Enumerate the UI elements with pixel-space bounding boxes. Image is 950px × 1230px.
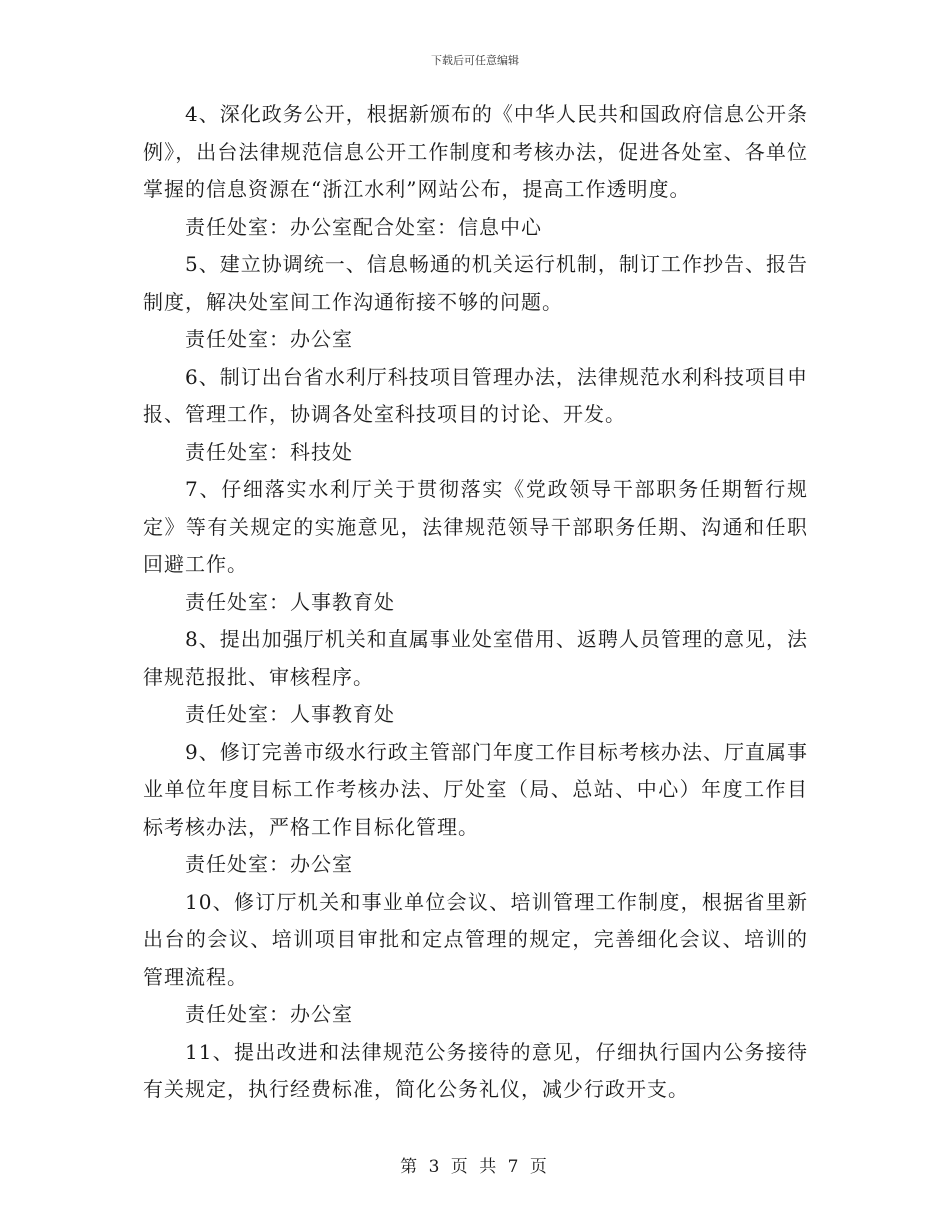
paragraph-item-5: 5、建立协调统一、信息畅通的机关运行机制，制订工作抄告、报告制度，解决处室间工作沟通衔接不够的问题。 <box>143 252 808 314</box>
paragraph-item-10: 10、修订厅机关和事业单位会议、培训管理工作制度，根据省里新出台的会议、培训项目审批和定点管理的规定，完善细化会议、培训的管理流程。 <box>143 889 808 989</box>
document-body <box>143 96 808 1109</box>
paragraph-item-6: 6、制订出台省水利厅科技项目管理办法，法律规范水利科技项目申报、管理工作，协调各处室科技项目的讨论、开发。 <box>143 364 808 426</box>
paragraph-item-9: 9、修订完善市级水行政主管部门年度工作目标考核办法、厅直属事业单位年度目标工作考核办法、厅处室（局、总站、中心）年度工作目标考核办法，严格工作目标化管理。 <box>143 739 808 839</box>
paragraph-item-7: 7、仔细落实水利厅关于贯彻落实《党政领导干部职务任期暂行规定》等有关规定的实施意见，法律规范领导干部职务任期、沟通和任职回避工作。 <box>143 477 808 576</box>
responsibility-item-9: 责任处室：办公室 <box>185 852 353 876</box>
responsibility-item-10: 责任处室：办公室 <box>185 1002 353 1026</box>
page-number: 第 3 页 共 7 页 <box>400 1157 550 1177</box>
page-header: 下载后可任意编辑 <box>431 54 519 67</box>
responsibility-item-6: 责任处室：科技处 <box>185 439 353 464</box>
responsibility-item-4: 责任处室：办公室配合处室：信息中心 <box>185 214 542 239</box>
responsibility-item-5: 责任处室：办公室 <box>185 327 353 351</box>
paragraph-item-8: 8、提出加强厅机关和直属事业处室借用、返聘人员管理的意见，法律规范报批、审核程序。 <box>143 627 808 689</box>
paragraph-item-4: 4、深化政务公开，根据新颁布的《中华人民共和国政府信息公开条例》，出台法律规范信息公开工作制度和考核办法，促进各处室、各单位掌握的信息资源在“浙江水利”网站公布，提高工作透明度。 <box>143 102 808 201</box>
responsibility-item-8: 责任处室：人事教育处 <box>185 702 395 726</box>
paragraph-item-11: 11、提出改进和法律规范公务接待的意见，仔细执行国内公务接待有关规定，执行经费标准，简化公务礼仪，减少行政开支。 <box>143 1039 808 1101</box>
responsibility-item-7: 责任处室：人事教育处 <box>185 589 395 614</box>
